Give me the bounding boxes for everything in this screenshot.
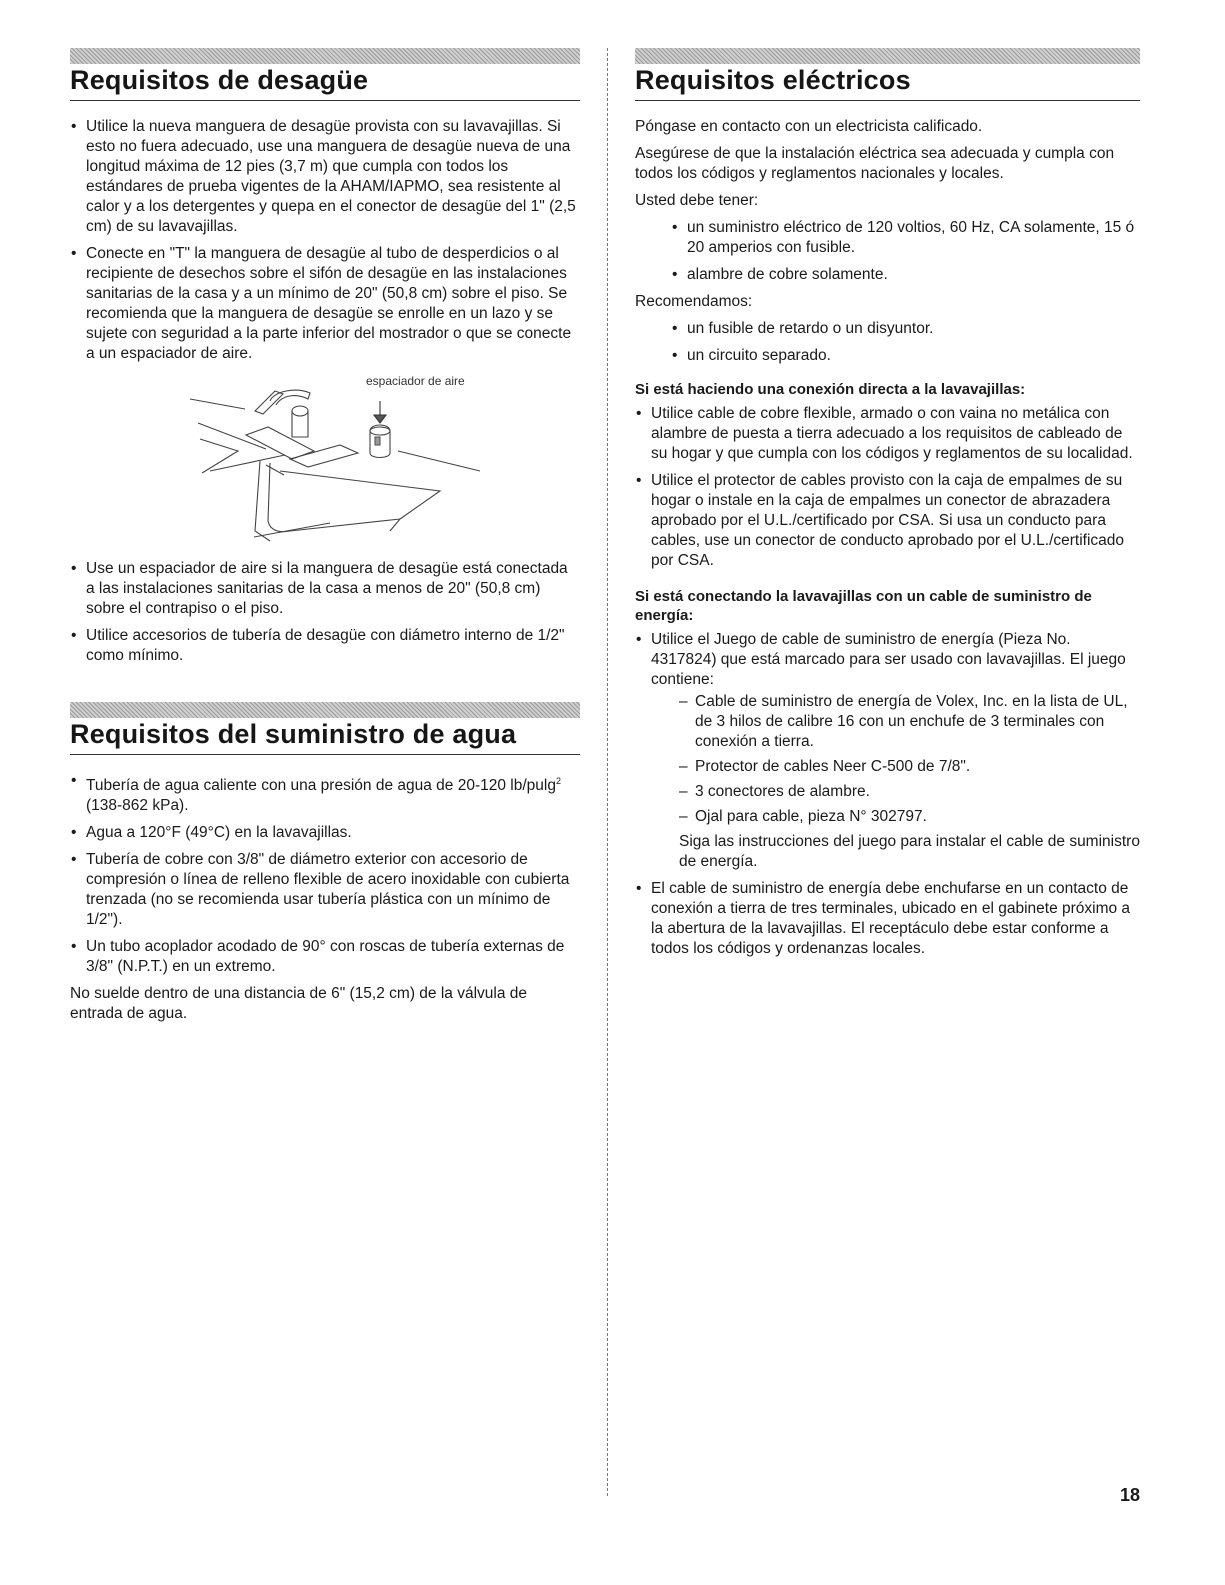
- list-item: – 3 conectores de alambre.: [671, 782, 1140, 802]
- list-item: • Tubería de cobre con 3/8" de diámetro exterior con accesorio de compresión o línea de relleno flexible de acero inoxidable con cubierta trenzada (no se recomienda usar tubería plástica con un mínimo de 1/2").: [70, 850, 580, 930]
- list-item: • un circuito separado.: [671, 346, 1140, 366]
- list-item: • Utilice el protector de cables provisto con la caja de empalmes de su hogar o instale en la caja de empalmes un conector de abrazadera aprobado por el U.L./certificado por CSA. Si usa un conducto para cables, use un conector de conducto aprobado por el U.L./certificado por CSA.: [635, 471, 1140, 571]
- left-column: [70, 48, 580, 1031]
- list-item: – Cable de suministro de energía de Volex, Inc. en la lista de UL, de 3 hilos de calibre 16 con un enchufe de 3 terminales con conexión a tierra.: [671, 692, 1140, 752]
- water-title: Requisitos del suministro de agua: [70, 718, 580, 755]
- section-header-bar: [635, 48, 1140, 64]
- power-cord-heading: Si está conectando la lavavajillas con un cable de suministro de energía:: [635, 588, 1092, 624]
- section-header-bar: [70, 48, 580, 64]
- air-gap-label: espaciador de aire: [366, 374, 465, 388]
- list-item: • Use un espaciador de aire si la manguera de desagüe está conectada a las instalaciones sanitarias de la casa a menos de 20" (50,8 cm) sobre el contrapiso o el piso.: [70, 559, 580, 619]
- drain-list-2: [70, 559, 580, 666]
- page-number: 18: [1119, 1485, 1140, 1505]
- electrical-section: [635, 48, 1140, 959]
- water-note: No suelde dentro de una distancia de 6" (15,2 cm) de la válvula de entrada de agua.: [70, 985, 528, 1023]
- water-list: [70, 771, 580, 977]
- power-cord-list: [635, 630, 1140, 959]
- kit-contents-list: [651, 692, 1140, 827]
- drain-section: [70, 48, 580, 666]
- water-section: [70, 702, 580, 1024]
- list-item: • El cable de suministro de energía debe enchufarse en un contacto de conexión a tierra de tres terminales, ubicado en el gabinete próximo a la abertura de la lavavajillas. El receptáculo debe estar conforme a todos los códigos y ordenanzas locales.: [635, 879, 1140, 959]
- direct-connection-list: [635, 404, 1140, 571]
- sink-faucet-drawing: [70, 371, 550, 549]
- column-divider: [607, 48, 608, 1498]
- must-have-list: [635, 218, 1140, 285]
- list-item: • Utilice cable de cobre flexible, armado o con vaina no metálica con alambre de puesta a tierra adecuado a los requisitos de cableado de su hogar y que cumpla con los códigos y reglamentos de su localidad.: [635, 404, 1140, 464]
- air-gap-illustration: [70, 371, 550, 549]
- list-item: • Utilice accesorios de tubería de desagüe con diámetro interno de 1/2" como mínimo.: [70, 626, 580, 666]
- list-item: – Protector de cables Neer C-500 de 7/8".: [671, 757, 1140, 777]
- list-item: • Tubería de agua caliente con una presión de agua de 20-120 lb/pulg$^2$ (138-862 kPa).: [70, 771, 580, 816]
- drain-title: Requisitos de desagüe: [70, 64, 580, 101]
- list-item: • un fusible de retardo o un disyuntor.: [671, 319, 1140, 339]
- list-item: • Conecte en "T" la manguera de desagüe al tubo de desperdicios o al recipiente de desechos sobre el sifón de desagüe en las instalaciones sanitarias de la casa y a un mínimo de 20" (50,8 cm) sobre el piso. Se recomienda que la manguera de desagüe se enrolle en un lazo y se sujete con seguridad a la parte inferior del mostrador o que se conecte a un espaciador de aire.: [70, 244, 580, 364]
- kit-note: Siga las instrucciones del juego para instalar el cable de suministro de energía.: [679, 833, 1140, 870]
- list-item: • un suministro eléctrico de 120 voltios, 60 Hz, CA solamente, 15 ó 20 amperios con fusible.: [671, 218, 1140, 258]
- list-item: • Agua a 120°F (49°C) en la lavavajillas.: [70, 823, 580, 843]
- electrical-intro: Póngase en contacto con un electricista calificado.: [635, 118, 983, 135]
- list-item: • Utilice el Juego de cable de suministro de energía (Pieza No. 4317824) que está marcado para ser usado con lavavajillas. El juego contiene: – Cable de suministro de energía de Volex, Inc. en la lista de UL, de 3 hilos de calibre 16 con un enchufe de 3 terminales con conexión a tierra. – Protector de cables Neer C-500 de 7/8". – 3 conectores de alambre. – Ojal para cable, pieza N° 302797. Siga las instrucciones del juego para instalar el cable de suministro de energía.: [635, 630, 1140, 872]
- drain-list: [70, 117, 580, 364]
- must-have-label: Usted debe tener:: [635, 192, 759, 209]
- direct-connection-heading: Si está haciendo una conexión directa a la lavavajillas:: [635, 381, 1026, 398]
- list-item: • alambre de cobre solamente.: [671, 265, 1140, 285]
- recommend-label: Recomendamos:: [635, 293, 753, 310]
- recommend-list: [635, 319, 1140, 366]
- list-item: • Utilice la nueva manguera de desagüe provista con su lavavajillas. Si esto no fuera adecuado, use una manguera de desagüe nueva de una longitud máxima de 12 pies (3,7 m) que cumpla con todos los estándares de prueba vigentes de la AHAM/IAPMO, sea resistente al calor y a los detergentes y quepa en el conector de desagüe del 1" (2,5 cm) de su lavavajillas.: [70, 117, 580, 237]
- list-item: – Ojal para cable, pieza N° 302797.: [671, 807, 1140, 827]
- electrical-codes: Asegúrese de que la instalación eléctrica sea adecuada y cumpla con todos los códigos y reglamentos nacionales y locales.: [635, 145, 1115, 182]
- section-header-bar: [70, 702, 580, 718]
- right-column: [635, 48, 1140, 966]
- electrical-title: Requisitos eléctricos: [635, 64, 1140, 101]
- list-item: • Un tubo acoplador acodado de 90° con roscas de tubería externas de 3/8" (N.P.T.) en un extremo.: [70, 937, 580, 977]
